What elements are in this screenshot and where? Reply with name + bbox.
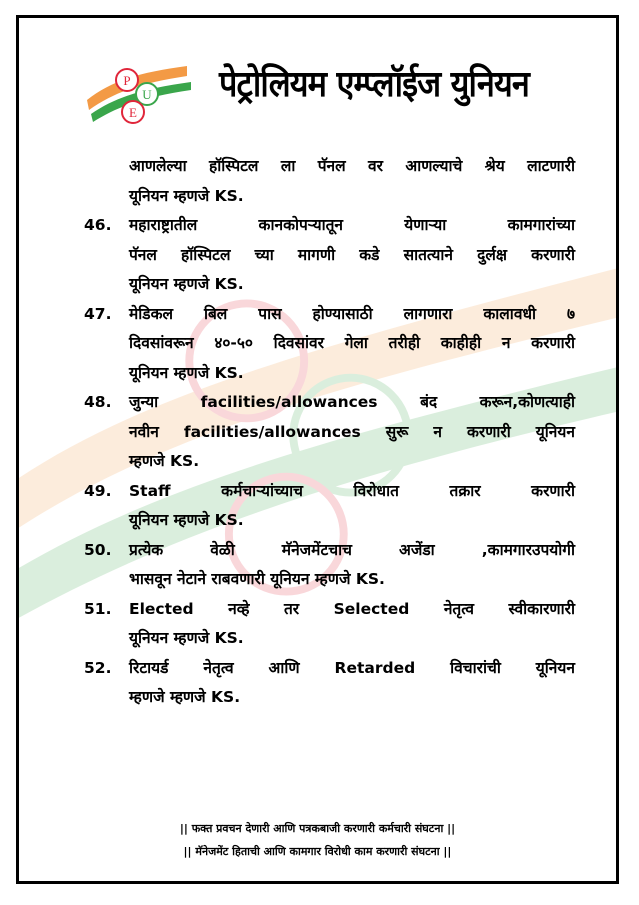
text-line: यूनियन म्हणजे KS. xyxy=(129,186,244,205)
list-item xyxy=(84,300,575,389)
intro-paragraph xyxy=(129,152,575,211)
text-line: जुन्या facilities/allowances बंद करून,कोणत्याही xyxy=(129,393,575,411)
text-line: Elected नव्हे तर Selected नेतृत्व स्वीकारणारी xyxy=(129,599,575,618)
text-line: महाराष्ट्रातील कानकोपऱ्यातून येणाऱ्या कामगारांच्या xyxy=(129,216,575,234)
text-line: यूनियन म्हणजे KS. xyxy=(129,363,244,382)
text-line: प्रत्येक वेळी मॅनेजमेंटचाच अजेंडा ,कामगारउपयोगी xyxy=(129,540,575,559)
logo-letter-p: P xyxy=(123,73,131,88)
text-line: म्हणजे KS. xyxy=(129,452,200,470)
list-item xyxy=(84,211,575,300)
list-item xyxy=(84,595,575,654)
text-line: रिटायर्ड नेतृत्व आणि Retarded विचारांची यूनियन xyxy=(129,658,575,677)
item-number: 46. xyxy=(84,216,112,234)
list-item xyxy=(84,477,575,536)
list-item xyxy=(84,654,575,713)
text-line: यूनियन म्हणजे KS. xyxy=(129,511,244,529)
page-title: पेट्रोलियम एम्प्लॉईज युनियन xyxy=(219,64,529,105)
text-line: भासवून नेटाने राबवणारी यूनियन म्हणजे KS. xyxy=(129,570,385,588)
item-number: 49. xyxy=(84,481,112,500)
text-line: यूनियन म्हणजे KS. xyxy=(129,275,244,293)
list-item xyxy=(84,388,575,477)
text-line: यूनियन म्हणजे KS. xyxy=(129,629,244,647)
item-number: 50. xyxy=(84,540,112,559)
text-line: मेडिकल बिल पास होण्यासाठी लागणारा कालावधी ७ xyxy=(129,304,575,323)
list-item xyxy=(84,536,575,595)
item-number: 51. xyxy=(84,599,112,618)
text-line: पॅनल हॉस्पिटल च्या मागणी कडे सातत्याने दुर्लक्ष करणारी xyxy=(129,245,575,264)
letterhead xyxy=(19,18,616,138)
logo-letter-u: U xyxy=(142,87,152,102)
item-number: 47. xyxy=(84,304,112,323)
text-line: नवीन facilities/allowances सुरू न करणारी यूनियन xyxy=(129,422,575,441)
item-number: 52. xyxy=(84,658,112,677)
footer-slogan: || फक्त प्रवचन देणारी आणि पत्रकबाजी करणारी कर्मचारी संघटना || xyxy=(179,822,456,835)
text-line: दिवसांवरून ४०-५० दिवसांवर गेला तरीही काहीही न करणारी xyxy=(129,334,575,352)
text-line: आणलेल्या हॉस्पिटल ला पॅनल वर आणल्याचे श्रेय लाटणारी xyxy=(129,157,575,175)
page-frame xyxy=(16,15,619,884)
text-line: म्हणजे म्हणजे KS. xyxy=(129,688,241,706)
pue-logo xyxy=(87,52,197,132)
footer-slogan: || मॅनेजमेंट हिताची आणि कामगार विरोधी काम करणारी संघटना || xyxy=(183,845,452,858)
logo-letter-e: E xyxy=(129,105,137,120)
item-number: 48. xyxy=(84,393,112,411)
text-line: Staff कर्मचाऱ्यांच्याच विरोधात तक्रार करणारी xyxy=(129,481,575,500)
text-body xyxy=(84,152,575,713)
